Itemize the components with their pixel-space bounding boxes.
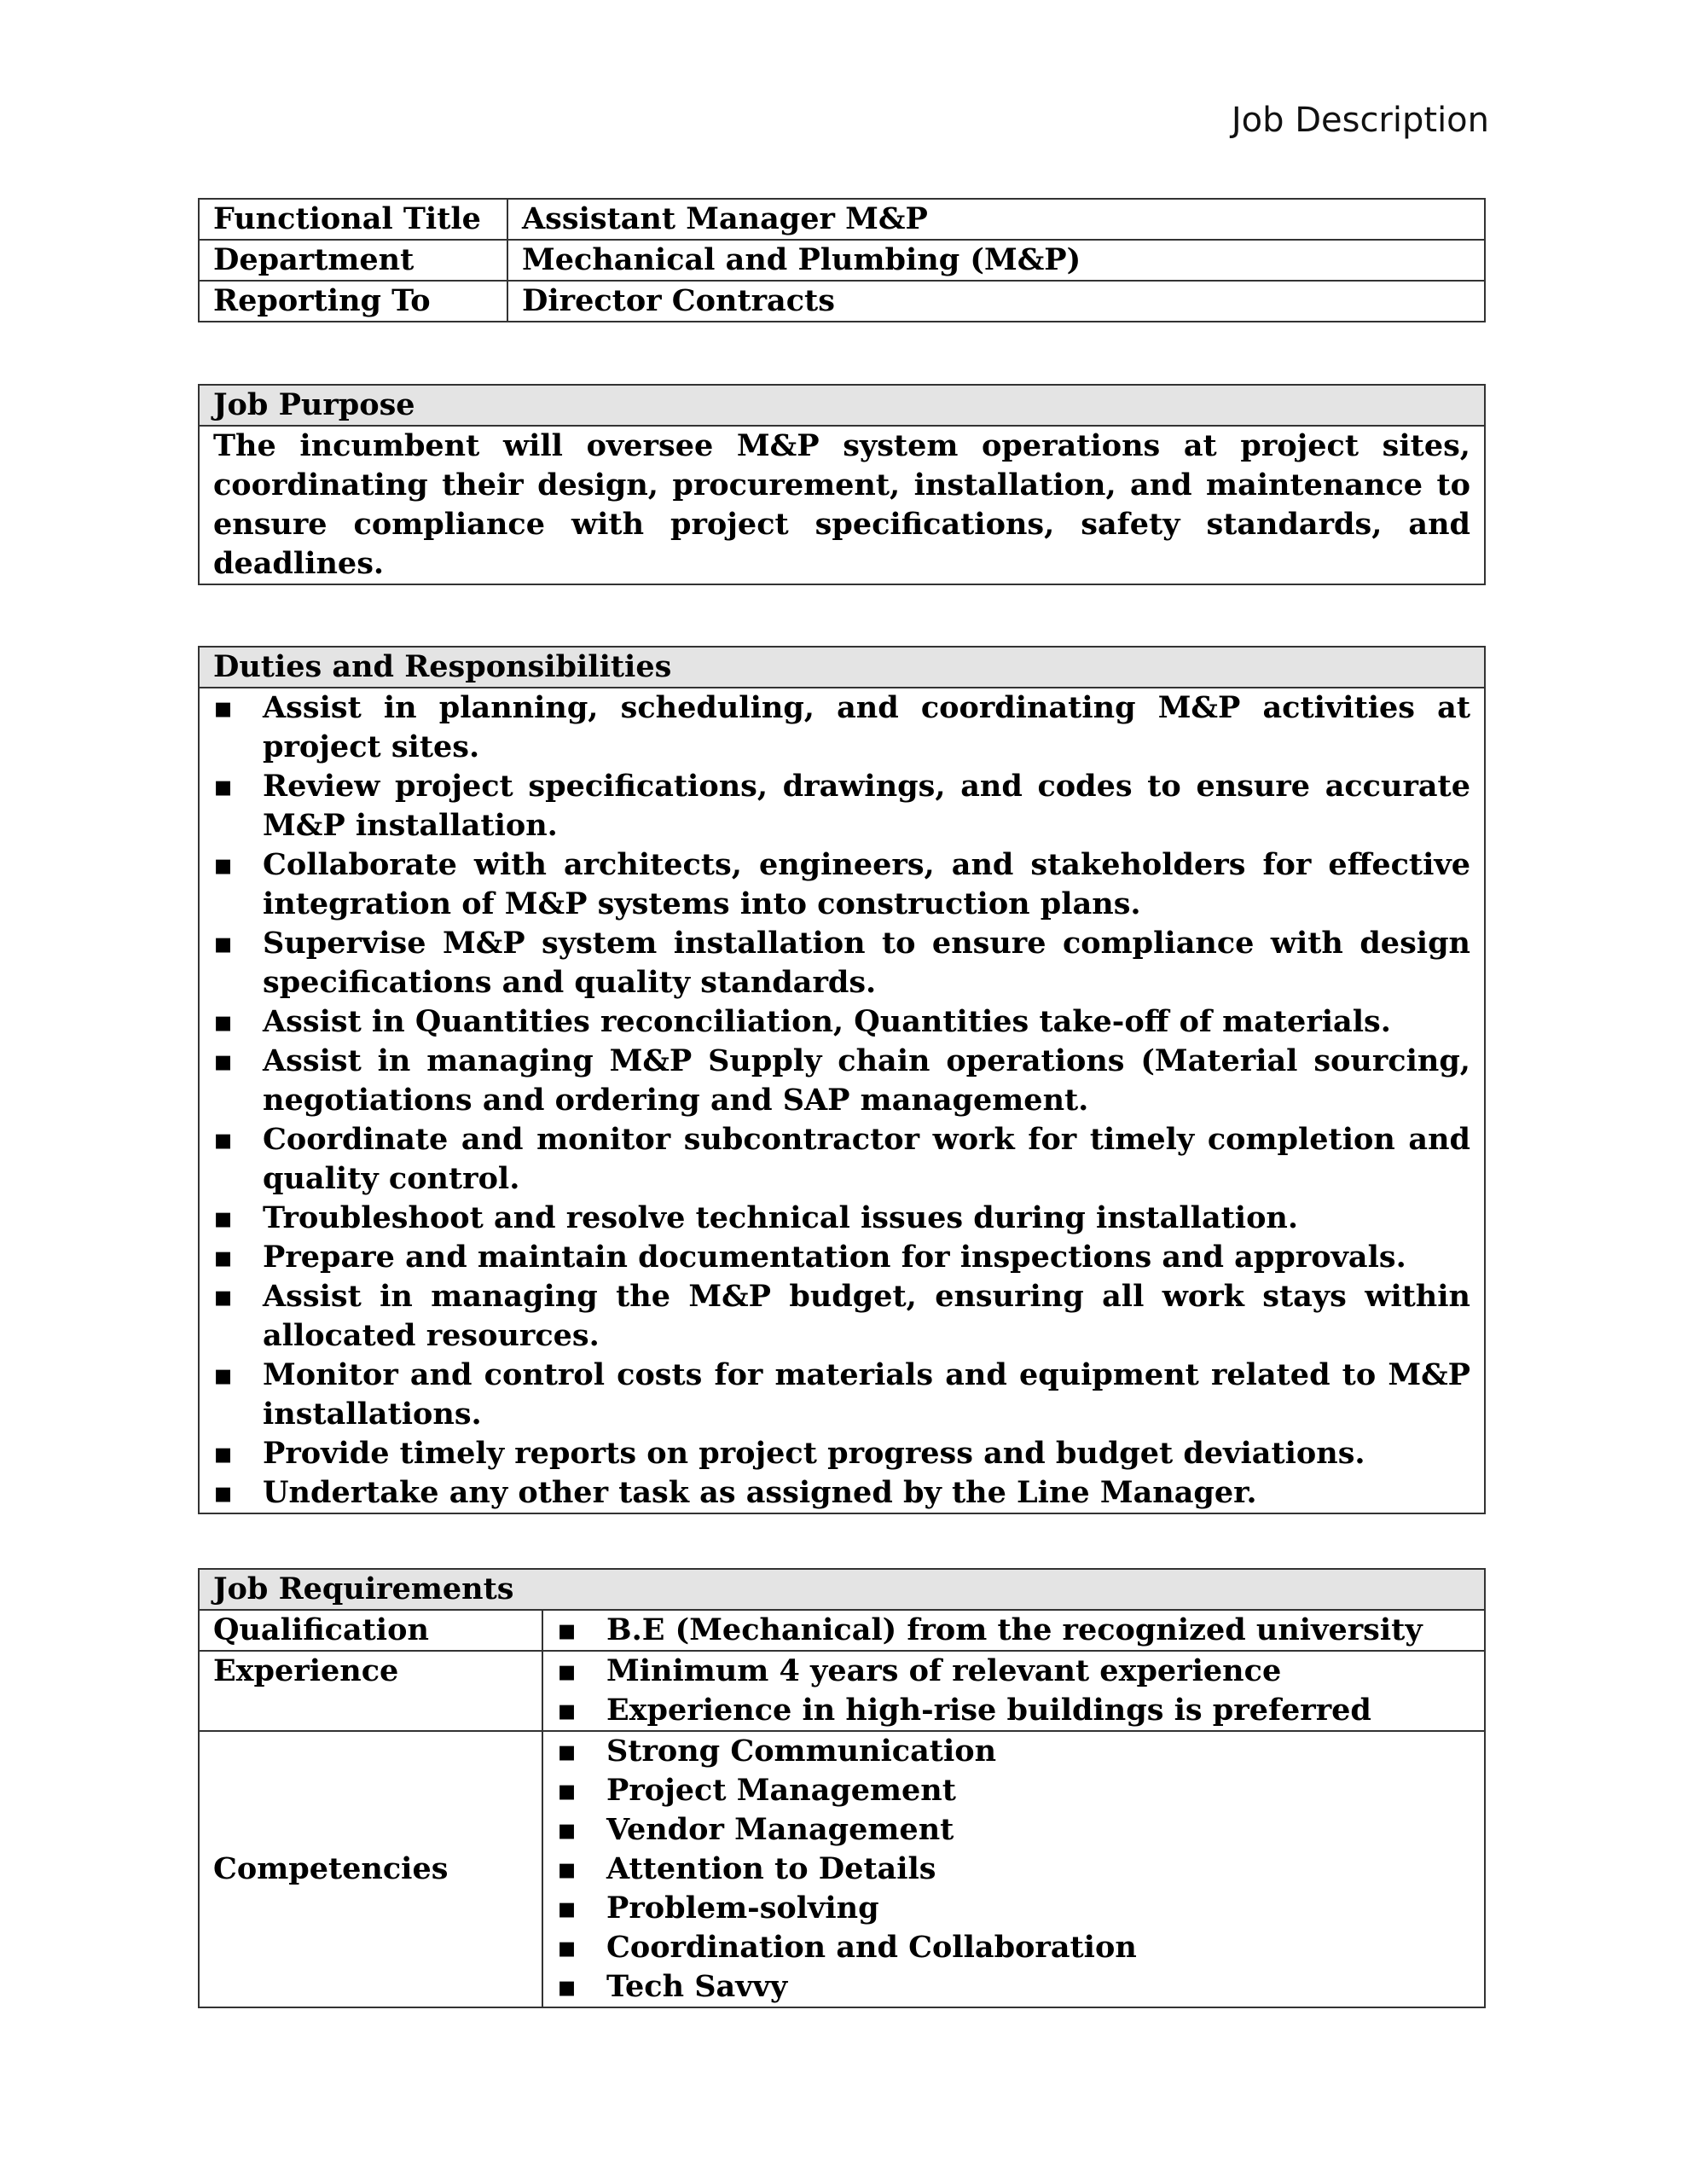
qualification-list bbox=[557, 1611, 1470, 1650]
list-item: ▪ Attention to Details bbox=[557, 1850, 1470, 1889]
list-item: ▪ Assist in managing the M&P budget, ensuring all work stays within allocated resources. bbox=[213, 1277, 1470, 1356]
requirement-row-experience bbox=[199, 1651, 1485, 1731]
info-value: Director Contracts bbox=[507, 281, 1485, 322]
info-value: Assistant Manager M&P bbox=[507, 199, 1485, 240]
list-item: ▪ Coordinate and monitor subcontractor work for timely completion and quality control. bbox=[213, 1120, 1470, 1199]
page-header-title: Job Description bbox=[1231, 101, 1489, 140]
info-row-department bbox=[199, 240, 1485, 281]
duties-section bbox=[198, 646, 1486, 1514]
list-item: ▪ Minimum 4 years of relevant experience bbox=[557, 1652, 1470, 1691]
requirement-row-competencies bbox=[199, 1731, 1485, 2007]
competencies-list bbox=[557, 1732, 1470, 2007]
job-purpose-text: The incumbent will oversee M&P system operations at project sites, coordinating their design, procurement, installation, and maintenance to ensure compliance with project specifications, safety standards, and deadlines. bbox=[199, 426, 1485, 584]
info-row-reporting-to bbox=[199, 281, 1485, 322]
duties-list bbox=[213, 688, 1470, 1513]
list-item: ▪ Undertake any other task as assigned by the Line Manager. bbox=[213, 1473, 1470, 1513]
requirement-label: Experience bbox=[199, 1651, 542, 1731]
requirements-section bbox=[198, 1568, 1486, 2008]
list-item: ▪ Tech Savvy bbox=[557, 1967, 1470, 2007]
list-item: ▪ Assist in managing M&P Supply chain operations (Material sourcing, negotiations and ordering and SAP management. bbox=[213, 1042, 1470, 1120]
list-item: ▪ Coordination and Collaboration bbox=[557, 1928, 1470, 1967]
job-purpose-section bbox=[198, 384, 1486, 585]
list-item: ▪ Assist in Quantities reconciliation, Quantities take-off of materials. bbox=[213, 1002, 1470, 1042]
list-item: ▪ Experience in high-rise buildings is preferred bbox=[557, 1691, 1470, 1730]
duties-heading: Duties and Responsibilities bbox=[199, 647, 1485, 688]
list-item: ▪ Strong Communication bbox=[557, 1732, 1470, 1771]
list-item: ▪ Problem-solving bbox=[557, 1889, 1470, 1928]
requirements-heading: Job Requirements bbox=[199, 1569, 1485, 1610]
list-item: ▪ Project Management bbox=[557, 1771, 1470, 1810]
info-row-functional-title bbox=[199, 199, 1485, 240]
info-value: Mechanical and Plumbing (M&P) bbox=[507, 240, 1485, 281]
list-item: ▪ Review project specifications, drawings, and codes to ensure accurate M&P installation. bbox=[213, 767, 1470, 845]
info-label: Reporting To bbox=[199, 281, 507, 322]
list-item: ▪ Prepare and maintain documentation for inspections and approvals. bbox=[213, 1238, 1470, 1277]
list-item: ▪ Supervise M&P system installation to ensure compliance with design specifications and quality standards. bbox=[213, 924, 1470, 1002]
info-label: Department bbox=[199, 240, 507, 281]
requirement-label: Qualification bbox=[199, 1610, 542, 1651]
list-item: ▪ Assist in planning, scheduling, and coordinating M&P activities at project sites. bbox=[213, 688, 1470, 767]
list-item: ▪ Collaborate with architects, engineers, and stakeholders for effective integration of M&P systems into construction plans. bbox=[213, 845, 1470, 924]
job-purpose-heading: Job Purpose bbox=[199, 385, 1485, 426]
info-label: Functional Title bbox=[199, 199, 507, 240]
list-item: ▪ B.E (Mechanical) from the recognized university bbox=[557, 1611, 1470, 1650]
experience-list bbox=[557, 1652, 1470, 1730]
list-item: ▪ Troubleshoot and resolve technical issues during installation. bbox=[213, 1199, 1470, 1238]
requirement-label: Competencies bbox=[199, 1731, 542, 2007]
duties-cell bbox=[199, 688, 1485, 1513]
job-info-table bbox=[198, 198, 1486, 322]
list-item: ▪ Vendor Management bbox=[557, 1810, 1470, 1850]
requirement-row-qualification bbox=[199, 1610, 1485, 1651]
list-item: ▪ Monitor and control costs for materials and equipment related to M&P installations. bbox=[213, 1356, 1470, 1434]
list-item: ▪ Provide timely reports on project progress and budget deviations. bbox=[213, 1434, 1470, 1473]
